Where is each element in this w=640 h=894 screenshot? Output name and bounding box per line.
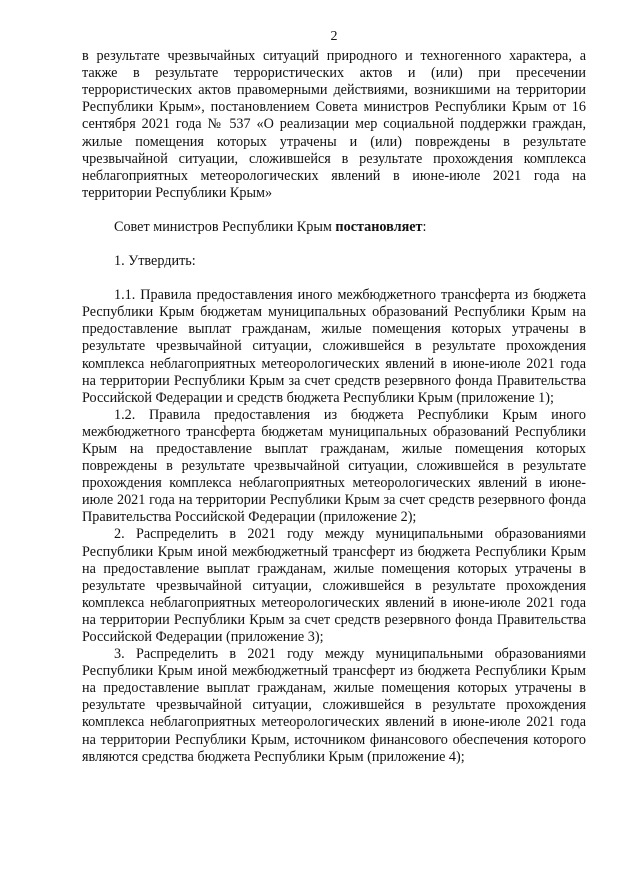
item-1-1-paragraph: 1.1. Правила предоставления иного межбюджетного трансферта из бюджета Республики Крым бюджетам муниципальных образований Республики Крым на предоставление выплат гражданам, жилые помещения которых утрачены в результате чрезвычайной ситуации, сложившейся в результате прохождения комплекса неблагоприятных метеорологических явлений в июне-июле 2021 года на территории Республики Крым за счет средств резервного фонда Правительства Российской Федерации и средств бюджета Республики Крым (приложение 1);	[82, 287, 586, 406]
item-2-paragraph: 2. Распределить в 2021 году между муниципальными образованиями Республики Крым иной межбюджетный трансферт из бюджета Республики Крым на предоставление выплат гражданам, жилые помещения которых утрачены в результате чрезвычайной ситуации, сложившейся в результате прохождения комплекса неблагоприятных метеорологических явлений в июне-июле 2021 года на территории Республики Крым за счет средств резервного фонда Правительства Российской Федерации (приложение 3);	[82, 526, 586, 645]
resolution-paragraph	[82, 219, 586, 236]
document-page	[82, 28, 586, 766]
item-3-paragraph: 3. Распределить в 2021 году между муниципальными образованиями Республики Крым иной межбюджетный трансферт из бюджета Республики Крым на предоставление выплат гражданам, жилые помещения которых утрачены в результате чрезвычайной ситуации, сложившейся в результате прохождения комплекса неблагоприятных метеорологических явлений в июне-июле 2021 года на территории Республики Крым, источником финансового обеспечения которого являются средства бюджета Республики Крым (приложение 4);	[82, 646, 586, 765]
item-1-2-paragraph: 1.2. Правила предоставления из бюджета Республики Крым иного межбюджетного трансферта бюджетам муниципальных образований Республики Крым на предоставление выплат гражданам, жилые помещения которых повреждены в результате чрезвычайной ситуации, сложившейся в результате прохождения комплекса неблагоприятных метеорологических явлений в июне-июле 2021 года на территории Республики Крым за счет средств резервного фонда Правительства Российской Федерации (приложение 2);	[82, 406, 586, 526]
resolution-keyword: постановляет	[335, 218, 423, 235]
intro-paragraph: в результате чрезвычайных ситуаций природного и техногенного характера, а также в результате террористических актов и (или) при пресечении террористических актов правомерными действиями, возникшими на территории Республики Крым», постановлением Совета министров Республики Крым от 16 сентября 2021 года № 537 «О реализации мер социальной поддержки граждан, жилые помещения которых утрачены и (или) повреждены в результате чрезвычайной ситуации, сложившейся в результате прохождения комплекса неблагоприятных метеорологических явлений в июне-июле 2021 года на территории Республики Крым»	[82, 48, 586, 201]
resolution-prefix: Совет министров Республики Крым	[114, 218, 336, 235]
resolution-suffix: :	[422, 218, 427, 235]
page-number: 2	[330, 29, 338, 44]
approve-paragraph: 1. Утвердить:	[114, 253, 196, 270]
